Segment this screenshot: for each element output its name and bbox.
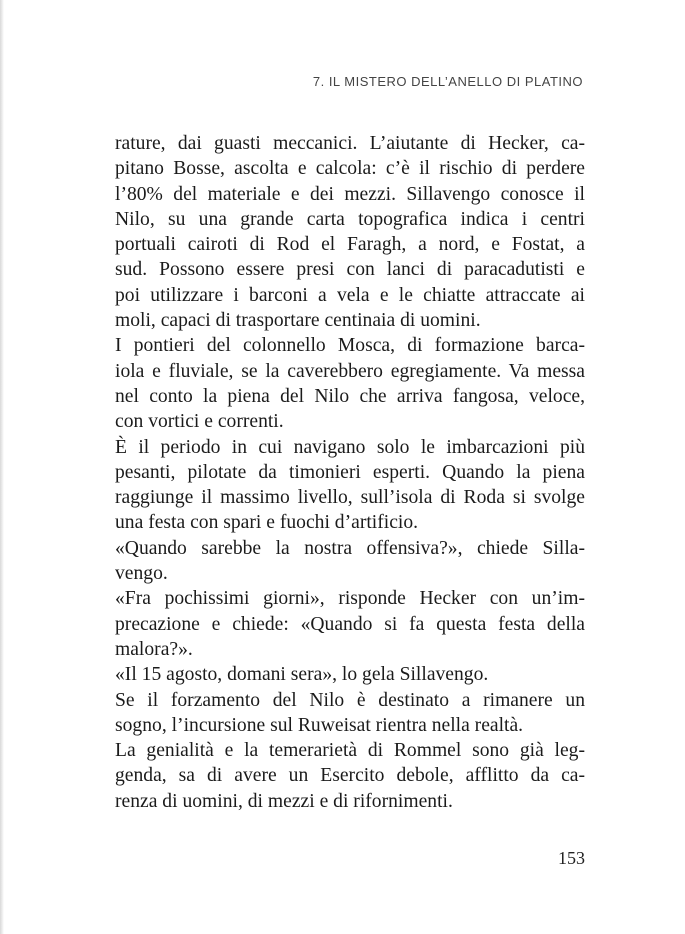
text-line: pitano Bosse, ascolta e calcola: c’è il rischio di perdere (115, 158, 585, 180)
text-line: sud. Possono essere presi con lanci di paracadutisti e (115, 259, 585, 281)
text-line: I pontieri del colonnello Mosca, di formazione barca- (115, 335, 585, 357)
running-header: 7. IL MISTERO DELL’ANELLO DI PLATINO (312, 74, 583, 89)
text-line: «Fra pochissimi giorni», risponde Hecker con un’im- (115, 588, 585, 610)
text-line: rature, dai guasti meccanici. L’aiutante di Hecker, ca- (115, 133, 585, 154)
text-line: portuali cairoti di Rod el Faragh, a nord, e Fostat, a (115, 234, 585, 256)
text-line: nel conto la piena del Nilo che arriva fangosa, veloce, (115, 385, 585, 407)
text-line: genda, sa di avere un Esercito debole, afflitto da ca- (115, 765, 585, 787)
text-line: «Quando sarebbe la nostra offensiva?», chiede Silla- (115, 537, 585, 559)
text-line: renza di uomini, di mezzi e di rifornimenti. (115, 790, 453, 812)
text-line: iola e fluviale, se la caverebbero egregiamente. Va messa (115, 360, 585, 382)
body-text (115, 131, 585, 814)
text-line: La genialità e la temerarietà di Rommel sono già leg- (115, 740, 585, 762)
text-line: «Il 15 agosto, domani sera», lo gela Sillavengo. (115, 664, 489, 686)
text-line: l’80% del materiale e dei mezzi. Sillavengo conosce il (115, 183, 585, 205)
text-line: moli, capaci di trasportare centinaia di uomini. (115, 310, 481, 332)
text-line: Se il forzamento del Nilo è destinato a rimanere un (115, 689, 585, 711)
text-line: poi utilizzare i barconi a vela e le chiatte attraccate ai (115, 284, 585, 306)
text-line: precazione e chiede: «Quando si fa questa festa della (115, 613, 585, 635)
text-line: malora?». (115, 638, 193, 660)
text-line: È il periodo in cui navigano solo le imbarcazioni più (115, 436, 585, 458)
text-line: una festa con spari e fuochi d’artificio. (115, 512, 419, 534)
text-line: vengo. (115, 563, 168, 585)
page-edge-shadow (0, 0, 4, 934)
text-line: sogno, l’incursione sul Ruweisat rientra nella realtà. (115, 714, 524, 736)
text-line: Nilo, su una grande carta topografica indica i centri (115, 208, 585, 230)
text-line: pesanti, pilotate da timonieri esperti. Quando la piena (115, 461, 585, 483)
text-line: raggiunge il massimo livello, sull’isola di Roda si svolge (115, 487, 585, 509)
text-line: con vortici e correnti. (115, 411, 284, 433)
page-number: 153 (558, 848, 585, 868)
